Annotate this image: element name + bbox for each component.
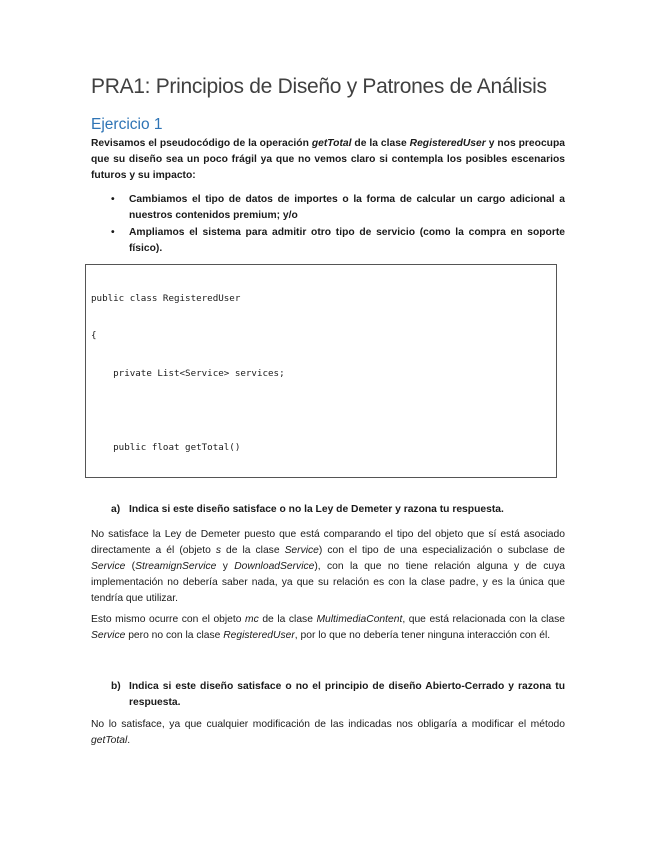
question-a — [111, 502, 565, 518]
answer-term: RegisteredUser — [223, 630, 295, 641]
answer-b-paragraph — [91, 717, 565, 749]
answer-text: , por lo que no debería tener ninguna interacción con él. — [294, 630, 551, 641]
document-title: PRA1: Principios de Diseño y Patrones de Análisis — [91, 75, 547, 98]
list-item — [111, 192, 565, 224]
intro-text: Revisamos el pseudocódigo de la operación — [91, 138, 312, 149]
answer-text: No lo satisface, ya que cualquier modificación de las indicadas nos obligaría a modificar el método — [91, 719, 565, 730]
answer-term: StreamignService — [135, 561, 217, 572]
answer-term: Service — [284, 545, 319, 556]
bullet-icon: • — [111, 227, 115, 238]
question-b-label: b) — [111, 681, 121, 692]
answer-text: Esto mismo ocurre con el objeto — [91, 614, 246, 625]
answer-text: , que está relacionada con la clase — [402, 614, 565, 625]
question-b-text: Indica si este diseño satisface o no el principio de diseño Abierto-Cerrado y razona tu respuesta. — [129, 681, 565, 708]
answer-text: de la clase — [258, 614, 317, 625]
answer-term: s — [215, 545, 221, 556]
answer-text: ), con la que no tiene relación alguna y de cuya implementación no debería saber nada, ya que su relación es con la clase padre, y es la única que tendría que utilizar. — [91, 561, 566, 604]
code-line — [91, 405, 551, 417]
answer-text: de la clase — [220, 545, 285, 556]
code-block — [85, 264, 557, 478]
answer-term: Service — [91, 630, 126, 641]
intro-text: y nos preocupa que su diseño sea un poco frágil ya que no vemos claro si contempla los posibles escenarios futuros y su impacto: — [91, 138, 565, 181]
answer-a-paragraph-2 — [91, 612, 565, 644]
list-item-text: Cambiamos el tipo de datos de importes o la forma de calcular un cargo adicional a nuestros contenidos premium; y/o — [129, 194, 565, 221]
intro-text: de la clase — [351, 138, 410, 149]
question-a-label: a) — [111, 504, 121, 515]
list-item — [111, 225, 565, 257]
list-item-text: Ampliamos el sistema para admitir otro tipo de servicio (como la compra en soporte físico). — [129, 227, 565, 254]
scenario-list — [111, 192, 565, 258]
answer-text: y — [216, 561, 235, 572]
answer-a-paragraph-1 — [91, 527, 565, 607]
intro-paragraph — [91, 136, 565, 184]
answer-text: No satisface la Ley de Demeter puesto que está comparando el tipo del objeto que sí está asociado directamente a él (objeto — [91, 529, 565, 556]
code-line: { — [91, 330, 97, 342]
intro-class-name: RegisteredUser — [409, 138, 486, 149]
answer-term: getTotal — [91, 735, 128, 746]
section-heading: Ejercicio 1 — [91, 116, 163, 133]
question-b — [111, 679, 565, 711]
intro-method-name: getTotal — [311, 138, 352, 149]
code-line: private List<Service> services; — [91, 367, 285, 379]
answer-term: mc — [245, 614, 259, 625]
question-a-text: Indica si este diseño satisface o no la Ley de Demeter y razona tu respuesta. — [129, 504, 504, 515]
answer-text: pero no con la clase — [125, 630, 224, 641]
answer-term: MultimediaContent — [316, 614, 403, 625]
answer-term: DownloadService — [234, 561, 315, 572]
code-line: public class RegisteredUser — [91, 292, 241, 304]
answer-text: ) con el tipo de una especialización o subclase de — [318, 545, 565, 556]
bullet-icon: • — [111, 194, 115, 205]
answer-text: ( — [125, 561, 136, 572]
code-line: public float getTotal() — [91, 442, 241, 454]
answer-term: Service — [91, 561, 126, 572]
answer-text: . — [127, 735, 131, 746]
